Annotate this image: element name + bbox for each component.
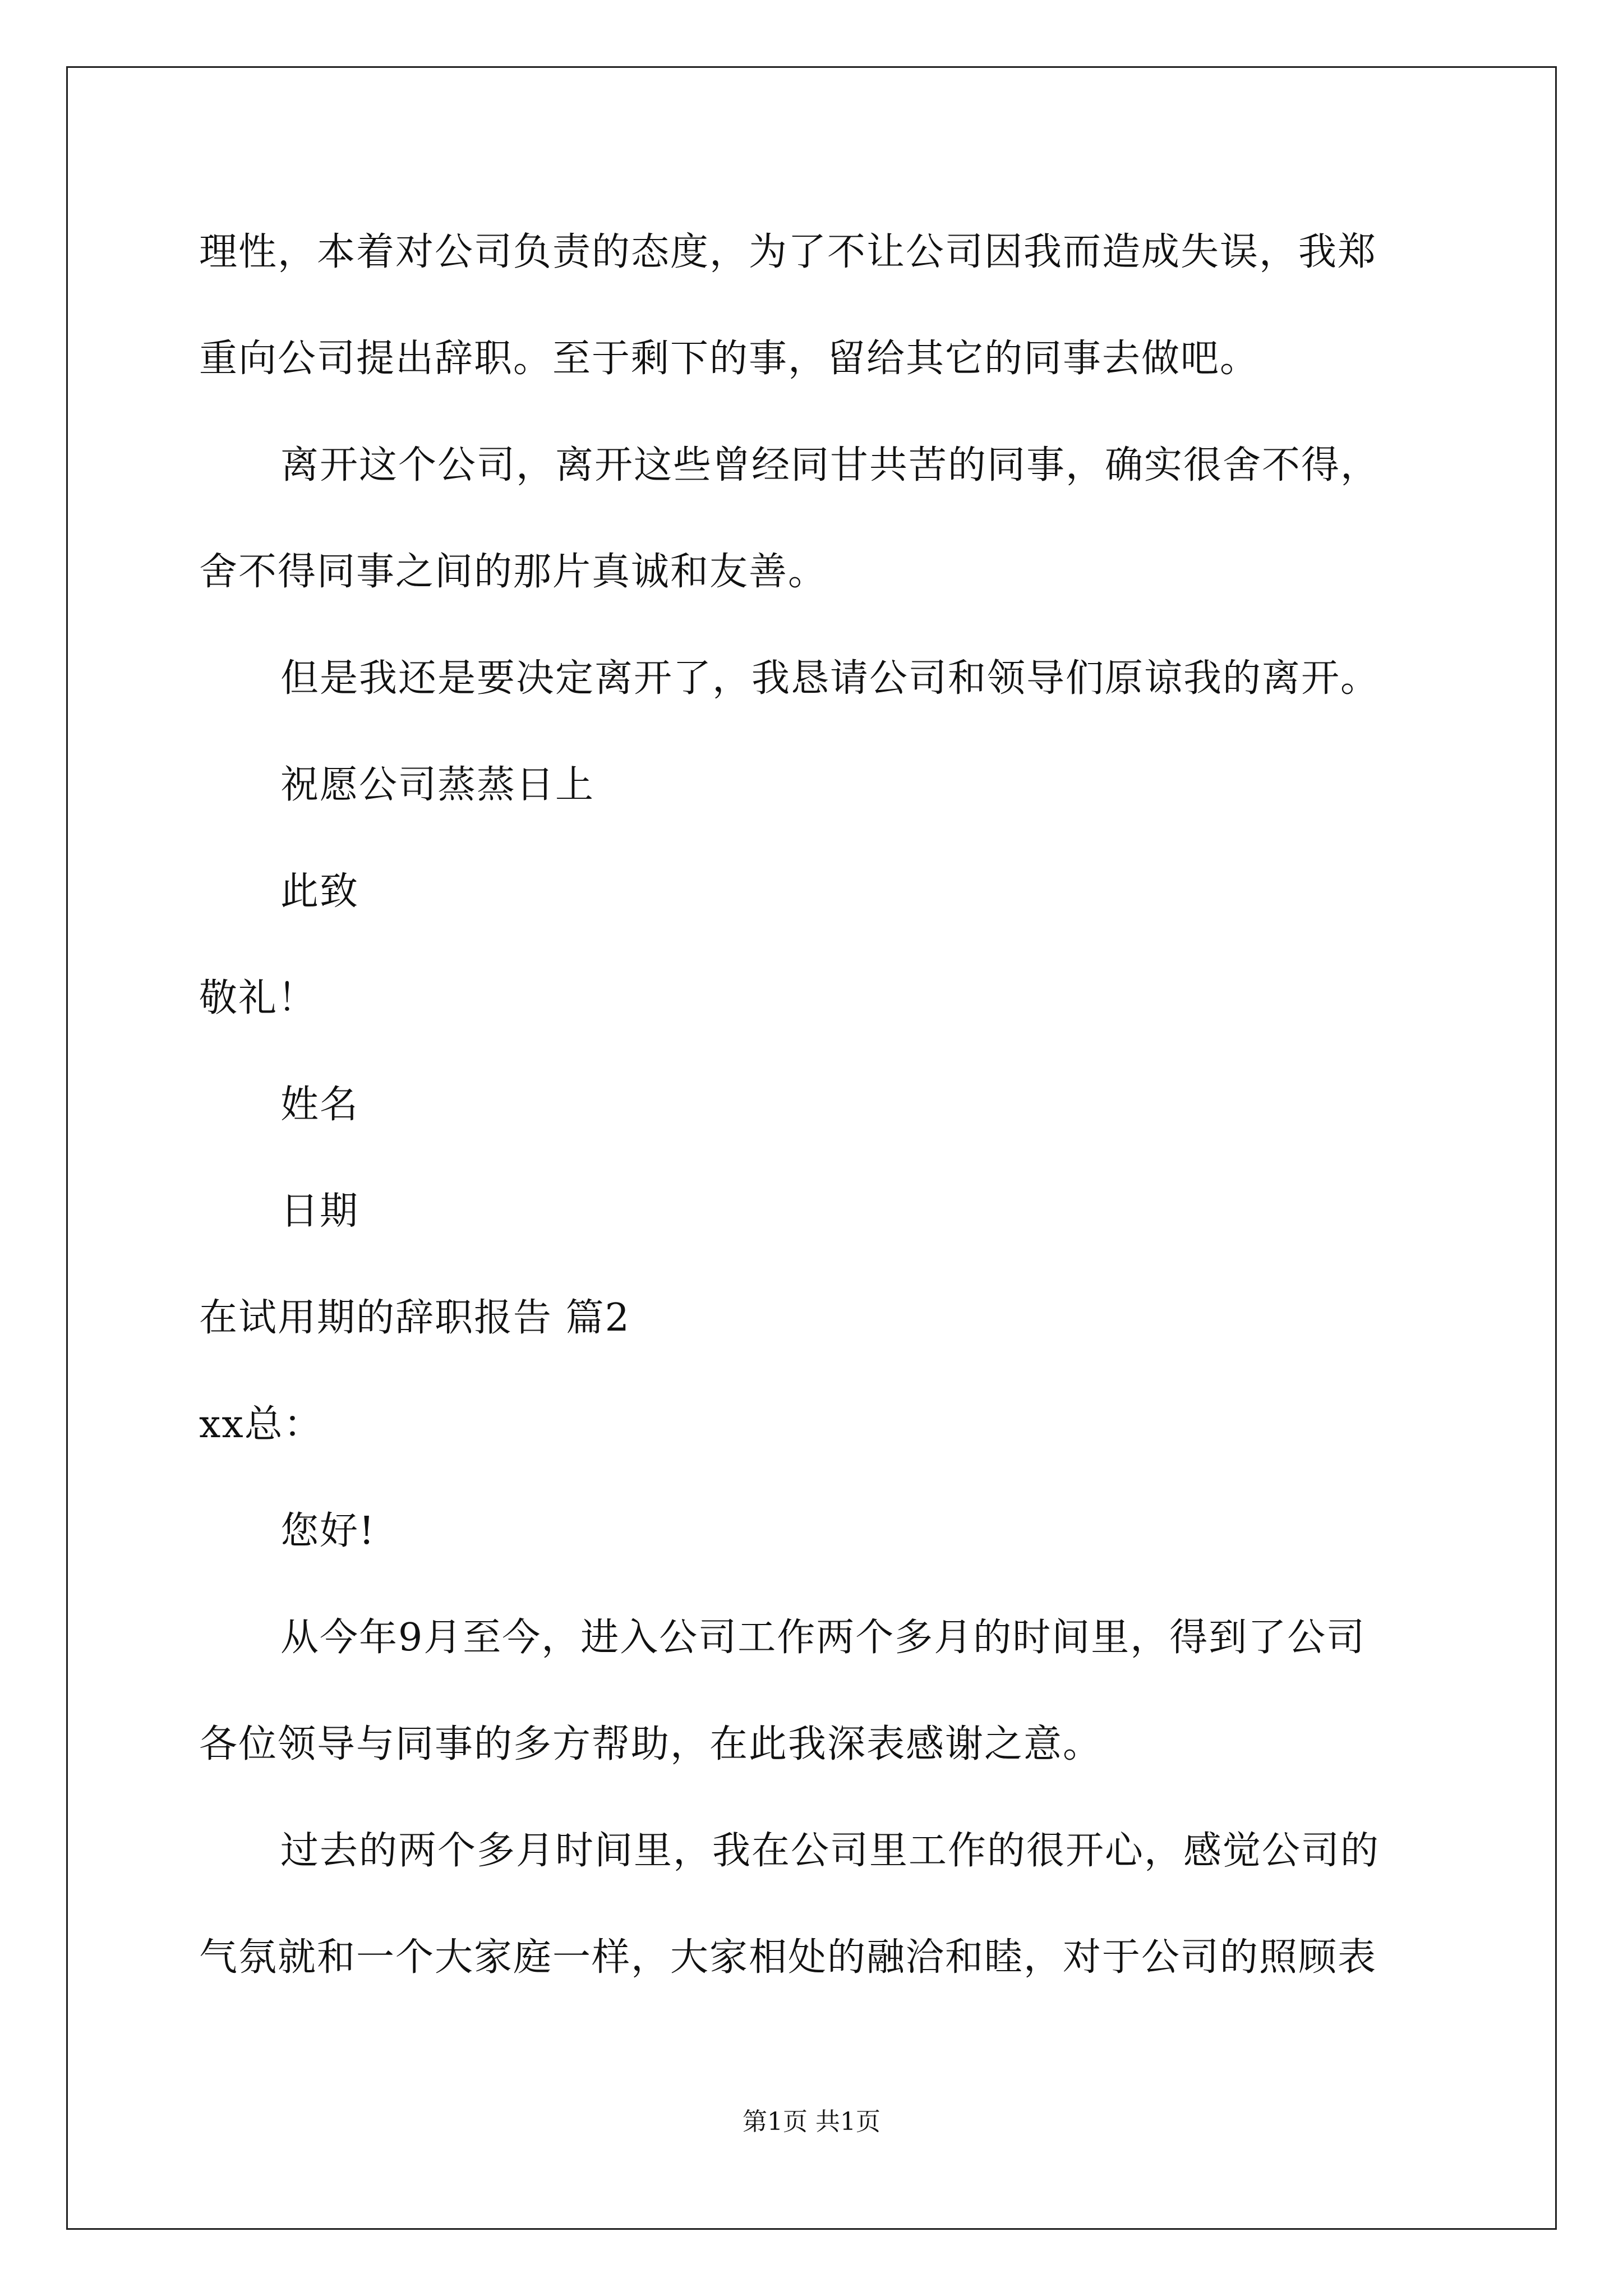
closing-wish: 祝愿公司蒸蒸日上 xyxy=(280,763,595,807)
body-line: 各位领导与同事的多方帮助，在此我深表感谢之意。 xyxy=(199,1722,1103,1766)
letter-greeting: 您好! xyxy=(280,1509,376,1553)
body-line: 重向公司提出辞职。至于剩下的事，留给其它的同事去做吧。 xyxy=(199,337,1260,381)
body-line: 过去的两个多月时间里，我在公司里工作的很开心，感觉公司的 xyxy=(280,1829,1380,1873)
letter-addressee: xx总： xyxy=(199,1402,323,1447)
section-heading: 在试用期的辞职报告 篇2 xyxy=(199,1296,630,1340)
signature-name: 姓名 xyxy=(280,1083,359,1127)
page-number-footer: 第1页 共1页 xyxy=(743,2108,880,2136)
salutation-jingli: 敬礼！ xyxy=(199,976,317,1020)
body-line: 气氛就和一个大家庭一样，大家相处的融洽和睦，对于公司的照顾表 xyxy=(199,1935,1377,1980)
page-frame xyxy=(66,66,1557,2230)
body-line: 舍不得同事之间的那片真诚和友善。 xyxy=(199,550,828,594)
body-line: 但是我还是要决定离开了，我恳请公司和领导们原谅我的离开。 xyxy=(280,656,1380,701)
signature-date: 日期 xyxy=(280,1189,359,1234)
body-line: 离开这个公司，离开这些曾经同甘共苦的同事，确实很舍不得， xyxy=(280,443,1380,487)
salutation-cizhi: 此致 xyxy=(280,869,359,914)
body-line: 从今年9月至今，进入公司工作两个多月的时间里，得到了公司 xyxy=(280,1616,1366,1660)
body-line: 理性，本着对公司负责的态度，为了不让公司因我而造成失误，我郑 xyxy=(199,230,1377,274)
